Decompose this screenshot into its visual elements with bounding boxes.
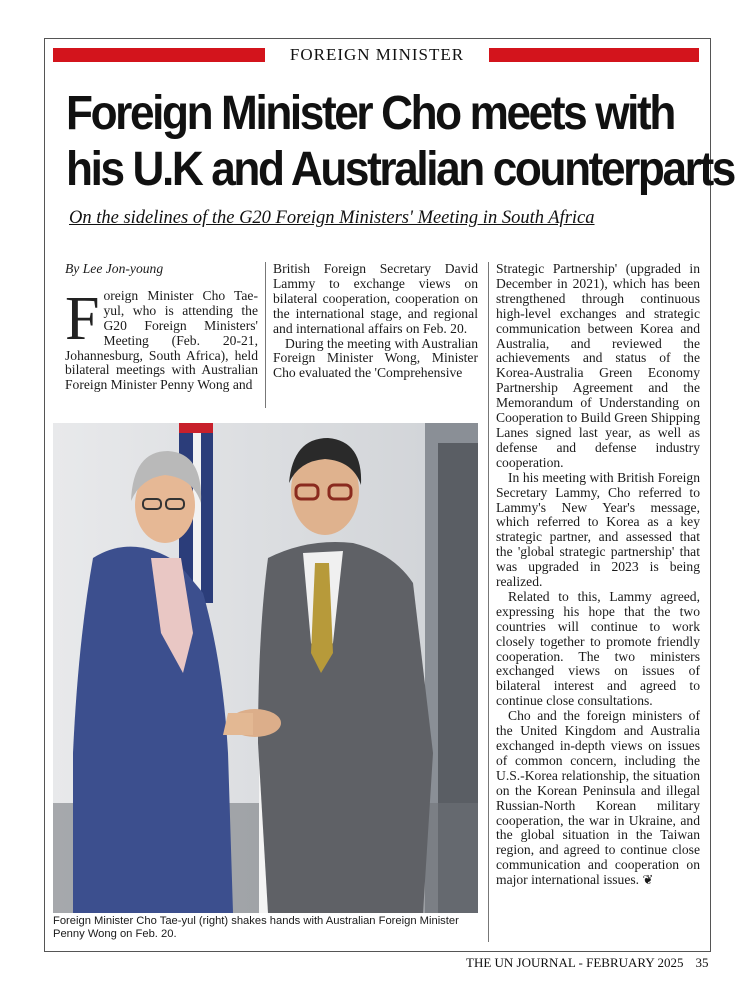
article-paragraph: Cho and the foreign ministers of the United Kingdom and Australia exchanged in-depth views on issues of common concern, including the U.S.-Korea relationship, the situation on the Korean Peninsula and illegal Russian-North Korean military cooperation, the war in Ukraine, and the global situation in the Taiwan region, and agreed to continue close communication and cooperation on major international issues. ❦ [496, 708, 700, 888]
page-footer [466, 955, 709, 971]
end-mark-icon: ❦ [642, 872, 654, 888]
publication-name: THE UN JOURNAL - FEBRUARY 2025 [466, 955, 684, 970]
section-bar-left [53, 48, 265, 62]
column-divider [488, 262, 489, 942]
article-paragraph: British Foreign Secretary David Lammy to exchange views on bilateral cooperation, cooperation on the international stage, and regional and international affairs on Feb. 20. [273, 261, 478, 336]
article-paragraph: In his meeting with British Foreign Secretary Lammy, Cho referred to Lammy's New Year's message, which referred to Korea as a key strategic partner, and assessed that the 'global strategic partnership' that was upgraded in 2023 is being realized. [496, 469, 700, 590]
headline-line-1: Foreign Minister Cho meets with [66, 87, 674, 140]
article-column-3 [496, 262, 700, 888]
photo-illustration [53, 423, 478, 913]
article-paragraph: Foreign Minister Cho Tae-yul, who is attending the G20 Foreign Ministers' Meeting (Feb. 20-21, Johannesburg, South Africa), held bilateral meetings with Australian Foreign Minister Penny Wong and [65, 284, 258, 393]
page-number: 35 [695, 955, 709, 970]
article-paragraph: Strategic Partnership' (upgraded in December in 2021), which has been strengthened through continuous high-level exchanges and strategic communication between Korea and Australia, and reviewed the achievements and status of the Korea-Australia Green Economy Partnership Agreement and the Memorandum of Understanding on Cooperation to Build Green Shipping Lanes signed last year, as well as defense and defense industry cooperation. [496, 261, 700, 470]
article-column-1 [65, 262, 258, 393]
column-divider [265, 262, 266, 408]
article-paragraph: During the meeting with Australian Foreign Minister Wong, Minister Cho evaluated the 'Comprehensive [273, 335, 478, 381]
photo-caption: Foreign Minister Cho Tae-yul (right) shakes hands with Australian Foreign Minister Penny Wong on Feb. 20. [53, 915, 459, 940]
headline [66, 86, 734, 198]
section-header [53, 45, 699, 65]
article-paragraph: Related to this, Lammy agreed, expressing his hope that the two countries will continue to work closely together to promote friendly cooperation. The two ministers exchanged views on issues of bilateral interest and agreed to continue close consultations. [496, 588, 700, 709]
article-column-2 [273, 262, 478, 381]
byline: By Lee Jon-young [65, 261, 164, 276]
article-photo [53, 423, 478, 913]
subheadline: On the sidelines of the G20 Foreign Ministers' Meeting in South Africa [69, 208, 595, 228]
section-bar-right [489, 48, 699, 62]
headline-line-2: his U.K and Australian counterparts [66, 143, 734, 196]
section-label: FOREIGN MINISTER [289, 45, 465, 64]
drop-cap: F [65, 284, 100, 353]
